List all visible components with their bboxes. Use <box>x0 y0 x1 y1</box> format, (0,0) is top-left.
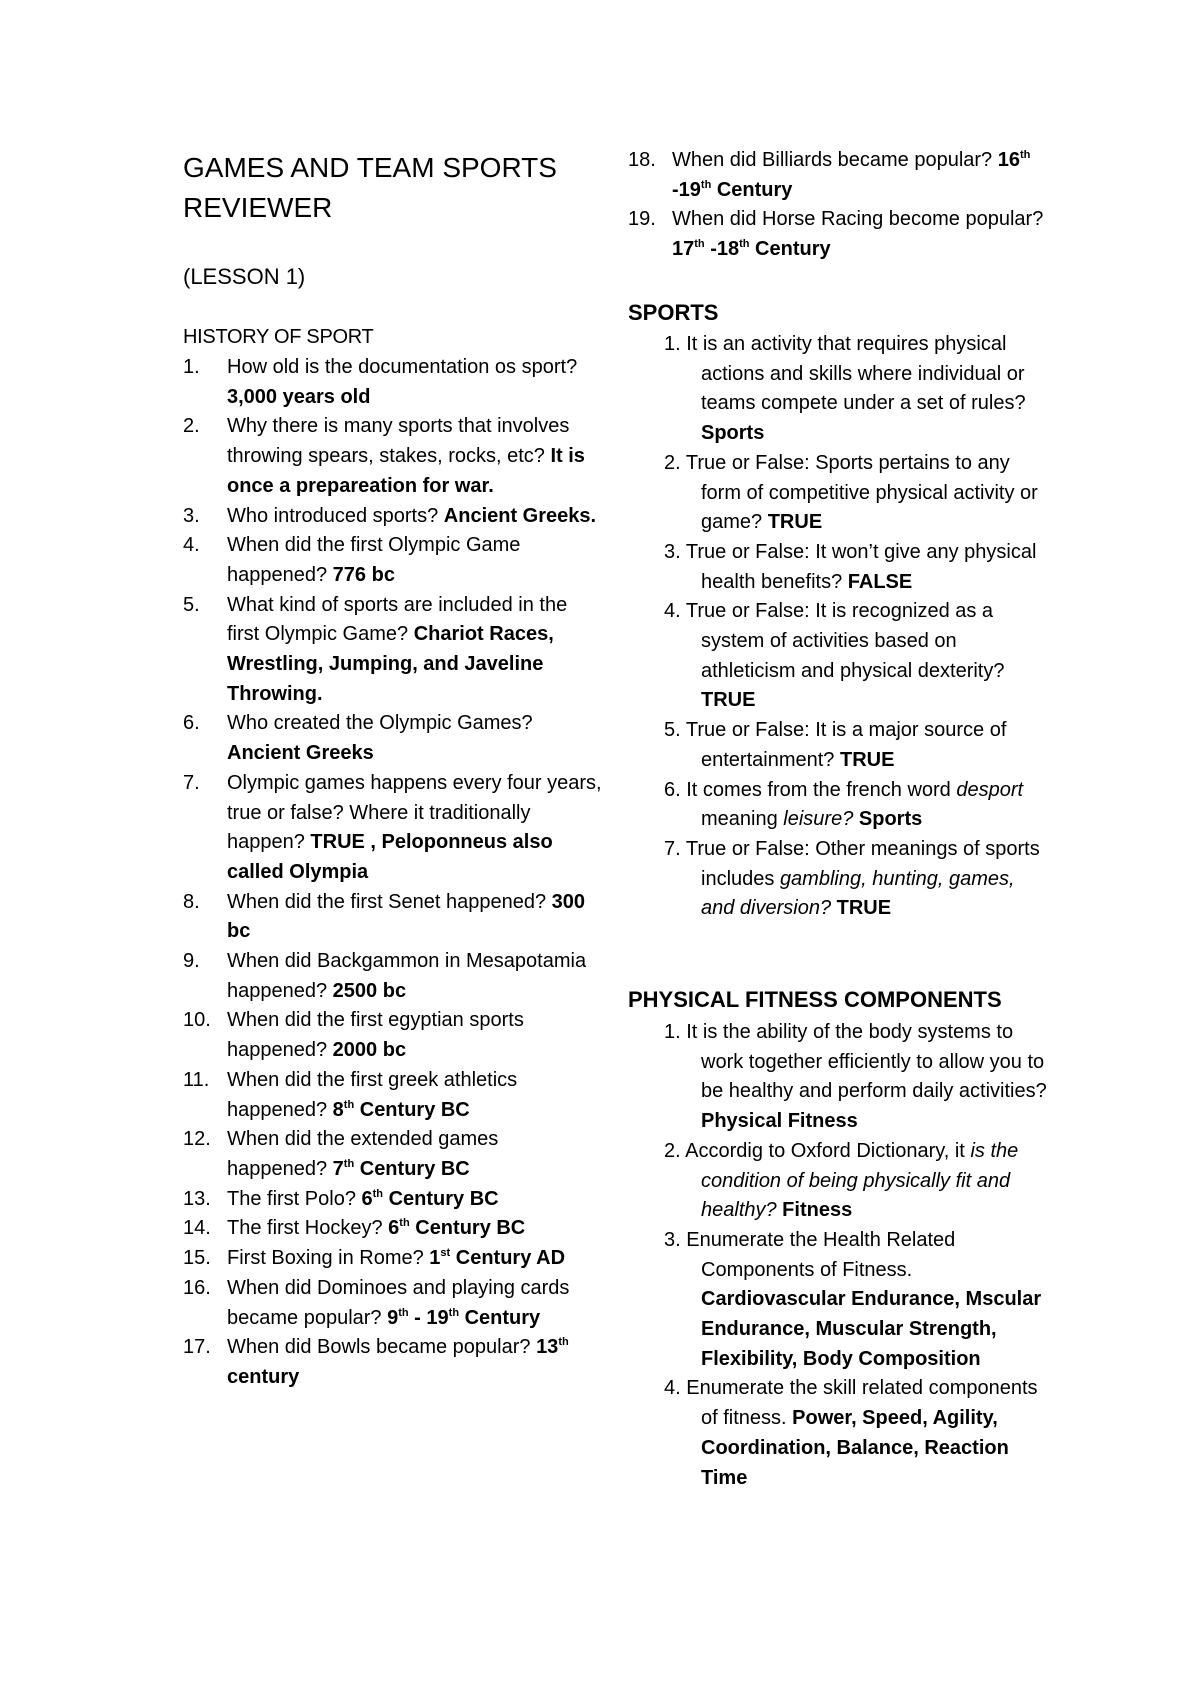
list-item <box>628 146 1048 205</box>
list-item <box>183 1006 603 1065</box>
list-item <box>183 709 603 768</box>
answer-part: 300 bc <box>227 890 586 943</box>
answer-text <box>701 1288 1041 1369</box>
item-text <box>686 1229 1041 1370</box>
question-text: True or False: It is recognized as a system of activities based on athleticism and physical dexterity? <box>685 600 1005 682</box>
sports-heading: SPORTS <box>628 300 719 325</box>
answer-part: - 19 <box>408 1306 449 1329</box>
answer-text <box>388 1217 525 1239</box>
item-number: 3. <box>664 540 681 563</box>
answer-part: 1 <box>429 1247 441 1270</box>
item-number: 1. <box>664 1021 681 1043</box>
list-item <box>628 716 1048 775</box>
answer-text <box>227 386 370 408</box>
answer-text <box>227 742 374 764</box>
answer-part: Century <box>711 178 793 201</box>
answer-text <box>672 238 831 260</box>
item-text <box>686 600 1005 711</box>
item-number: 12. <box>183 1128 211 1151</box>
list-item <box>183 1274 603 1333</box>
list-item <box>628 1137 1048 1226</box>
item-text <box>227 950 586 1002</box>
answer-part: Ancient Greeks <box>227 742 374 765</box>
item-text <box>227 712 533 764</box>
answer-part: Physical Fitness <box>701 1110 858 1133</box>
item-number: 1. <box>183 356 200 378</box>
question-text: Who created the Olympic Games? <box>227 712 533 735</box>
list-item <box>183 591 603 710</box>
answer-part: Cardiovascular Endurance, Mscular Endurance, Muscular Strength, Flexibility, Body Composition <box>701 1288 1042 1370</box>
question-text: Accordig to Oxford Dictionary, it <box>685 1139 971 1162</box>
item-number: 3. <box>664 1228 681 1251</box>
question-text: True or False: It won’t give any physical health benefits? <box>685 540 1037 593</box>
item-text <box>227 415 585 496</box>
item-text <box>227 1277 569 1329</box>
answer-part: 6 <box>361 1187 373 1210</box>
item-text <box>686 1377 1037 1488</box>
answer-part: century <box>227 1365 300 1388</box>
list-item <box>183 1244 603 1274</box>
answer-part: Fitness <box>776 1199 853 1222</box>
list-item <box>183 412 603 501</box>
item-number: 11. <box>183 1068 210 1091</box>
answer-part: 16 <box>997 149 1020 171</box>
question-text: Enumerate the Health Related Components of Fitness. <box>686 1228 956 1281</box>
fitness-question-list <box>628 1018 1048 1493</box>
answer-part: 2000 bc <box>332 1039 407 1062</box>
answer-part: Century BC <box>354 1157 470 1180</box>
answer-text <box>768 511 822 533</box>
list-item <box>628 597 1048 716</box>
item-number: 4. <box>183 534 200 557</box>
list-item <box>628 1018 1048 1137</box>
answer-part: Century BC <box>383 1187 499 1210</box>
question-text: Who introduced sports? <box>227 504 444 527</box>
answer-part: TRUE <box>701 689 756 712</box>
question-italic-text: leisure? <box>783 808 854 831</box>
question-text: It is the ability of the body systems to work together efficiently to allow you to be healthy and perform daily activities? <box>686 1021 1047 1103</box>
answer-superscript: th <box>399 1217 410 1230</box>
item-number: 16. <box>183 1276 211 1299</box>
list-item <box>183 1185 603 1215</box>
question-text: True or False: Sports pertains to any form of competitive physical activity or game? <box>685 451 1038 534</box>
question-text: When did the first Senet happened? <box>227 890 552 913</box>
item-number: 3. <box>183 504 200 527</box>
history-question-list-continued <box>628 146 1048 265</box>
item-text <box>227 1217 525 1239</box>
list-item <box>183 888 603 947</box>
answer-superscript: th <box>1019 149 1031 161</box>
answer-part: Century BC <box>409 1217 526 1240</box>
answer-part: 3,000 years old <box>227 385 371 408</box>
question-text: Olympic games happens every four years, true or false? Where it traditionally happen? <box>227 771 602 854</box>
answer-text <box>701 689 755 711</box>
answer-text <box>333 1099 470 1121</box>
physical-fitness-heading: PHYSICAL FITNESS COMPONENTS <box>628 987 1002 1012</box>
answer-part: TRUE , Peloponneus also called Olympia <box>227 831 553 883</box>
item-text <box>227 1069 517 1121</box>
answer-superscript: th <box>343 1157 355 1170</box>
item-number: 2. <box>183 415 200 438</box>
answer-superscript: th <box>343 1098 355 1111</box>
lesson-label: (LESSON 1) <box>183 264 306 289</box>
question-text: What kind of sports are included in the first Olympic Game? <box>227 593 568 646</box>
answer-part: 776 bc <box>332 563 395 586</box>
answer-part: TRUE <box>831 897 892 920</box>
answer-superscript: th <box>558 1336 569 1349</box>
history-of-sport-heading: HISTORY OF SPORT <box>183 326 374 348</box>
question-text: When did Backgammon in Mesapotamia happened? <box>227 950 587 1002</box>
answer-part: 13 <box>536 1336 559 1359</box>
list-item <box>628 1374 1048 1493</box>
answer-part: FALSE <box>847 570 913 593</box>
document-title: GAMES AND TEAM SPORTS REVIEWER <box>183 152 557 223</box>
item-text <box>227 772 602 883</box>
answer-part: Ancient Greeks. <box>443 504 597 527</box>
item-text <box>672 208 1043 260</box>
list-item <box>183 1333 603 1392</box>
question-text: The first Polo? <box>227 1187 362 1210</box>
list-item <box>628 449 1048 538</box>
item-number: 7. <box>664 837 681 860</box>
question-text: First Boxing in Rome? <box>227 1247 430 1270</box>
answer-part: TRUE <box>839 748 895 771</box>
item-text <box>686 779 1023 831</box>
answer-part: 8 <box>332 1098 344 1121</box>
answer-part: Century BC <box>354 1098 470 1121</box>
answer-superscript: th <box>700 178 712 191</box>
answer-part: 2500 bc <box>332 979 407 1002</box>
answer-part: 17 <box>672 238 695 261</box>
answer-part: Century <box>749 238 831 261</box>
item-text <box>672 149 1030 201</box>
list-item <box>628 330 1048 449</box>
item-text <box>227 505 596 527</box>
item-number: 7. <box>183 771 200 794</box>
list-item <box>183 531 603 590</box>
item-text <box>686 1021 1047 1132</box>
answer-superscript: th <box>694 238 705 251</box>
item-text <box>227 1128 498 1180</box>
question-text: When did the extended games happened? <box>227 1128 499 1180</box>
list-item <box>183 769 603 888</box>
question-italic-text: desport <box>956 778 1024 801</box>
answer-superscript: th <box>448 1306 460 1319</box>
sports-question-list <box>628 330 1048 924</box>
item-number: 5. <box>664 719 681 742</box>
item-number: 9. <box>183 950 200 973</box>
answer-text <box>333 1039 406 1061</box>
item-text <box>685 1140 1018 1221</box>
question-text: When did the first greek athletics happened? <box>227 1068 518 1121</box>
answer-part: Century AD <box>450 1247 566 1270</box>
item-number: 4. <box>664 1377 681 1400</box>
answer-part: -18 <box>704 238 740 261</box>
item-text <box>686 838 1040 919</box>
item-number: 1. <box>664 333 681 355</box>
answer-text <box>853 808 922 830</box>
answer-part: TRUE <box>767 511 823 534</box>
answer-part: Sports <box>853 808 923 831</box>
item-text <box>227 1336 569 1388</box>
question-italic-text: is the condition of being physically fit and healthy? <box>701 1139 1019 1222</box>
item-number: 6. <box>183 712 200 735</box>
question-italic-text: gambling, hunting, games, and diversion? <box>701 867 1015 920</box>
answer-text <box>831 897 891 919</box>
item-text <box>227 534 520 586</box>
question-text: When did the first Olympic Game happened? <box>227 534 521 586</box>
list-item <box>628 776 1048 835</box>
list-item <box>183 1066 603 1125</box>
item-number: 5. <box>183 593 200 616</box>
answer-text <box>777 1199 853 1221</box>
item-text <box>227 1188 499 1210</box>
answer-text <box>333 1158 470 1180</box>
item-number: 17. <box>183 1336 211 1359</box>
question-text: When did Billiards became popular? <box>672 149 998 171</box>
answer-text <box>333 980 406 1002</box>
item-number: 2. <box>664 451 681 474</box>
answer-part: Sports <box>701 422 765 445</box>
item-number: 6. <box>664 778 681 801</box>
answer-part: Chariot Races, Wrestling, Jumping, and Javeline Throwing. <box>227 623 554 705</box>
answer-part: 9 <box>387 1306 399 1329</box>
answer-text <box>848 571 912 593</box>
item-text <box>227 891 585 943</box>
item-text <box>686 719 1006 771</box>
answer-superscript: th <box>398 1306 409 1319</box>
item-number: 19. <box>628 208 656 231</box>
question-text: How old is the documentation os sport? <box>227 356 578 378</box>
answer-text <box>387 1307 540 1329</box>
item-number: 2. <box>664 1139 681 1162</box>
list-item <box>183 1125 603 1184</box>
item-number: 15. <box>183 1247 211 1270</box>
question-text: When did the first egyptian sports happened? <box>227 1009 524 1062</box>
question-text: Enumerate the skill related components of fitness. <box>686 1377 1038 1430</box>
answer-part: Century <box>459 1306 541 1329</box>
question-text: When did Bowls became popular? <box>227 1336 537 1359</box>
answer-text <box>444 505 596 527</box>
question-text: Why there is many sports that involves throwing spears, stakes, rocks, etc? <box>227 415 570 468</box>
answer-superscript: th <box>372 1187 384 1200</box>
item-number: 4. <box>664 600 681 623</box>
answer-text <box>362 1188 499 1210</box>
list-item <box>628 1226 1048 1375</box>
list-item <box>183 1214 603 1244</box>
item-number: 10. <box>183 1009 211 1032</box>
list-item <box>628 205 1048 264</box>
answer-superscript: st <box>440 1247 451 1260</box>
question-text: When did Horse Racing become popular? <box>672 208 1044 231</box>
item-text <box>227 1009 524 1061</box>
item-number: 18. <box>628 149 656 171</box>
item-text <box>227 594 567 705</box>
answer-part: Power, Speed, Agility, Coordination, Balance, Reaction Time <box>701 1407 1009 1489</box>
list-item <box>183 947 603 1006</box>
answer-part: It is once a prepareation for war. <box>227 445 585 497</box>
list-item <box>628 538 1048 597</box>
answer-part: 6 <box>388 1217 400 1240</box>
answer-text <box>701 422 764 444</box>
answer-text <box>701 1110 858 1132</box>
answer-text <box>429 1247 565 1269</box>
answer-superscript: th <box>739 238 750 251</box>
list-item <box>628 835 1048 924</box>
item-text <box>227 1247 565 1269</box>
item-text <box>227 356 577 408</box>
question-text: When did Dominoes and playing cards became popular? <box>227 1276 570 1329</box>
question-text: It is an activity that requires physical actions and skills where individual or teams compete under a set of rules? <box>686 333 1026 415</box>
answer-text <box>333 564 395 586</box>
answer-text <box>840 749 894 771</box>
item-number: 14. <box>183 1217 211 1240</box>
answer-part: 7 <box>332 1157 344 1180</box>
list-item <box>183 353 603 412</box>
item-text <box>686 452 1038 533</box>
question-text: The first Hockey? <box>227 1217 389 1240</box>
item-text <box>686 541 1037 593</box>
answer-part: -19 <box>672 178 701 201</box>
history-question-list <box>183 353 603 1393</box>
question-text: True or False: Other meanings of sports includes <box>685 837 1040 890</box>
question-text: It comes from the french word <box>686 778 957 801</box>
question-text: True or False: It is a major source of entertainment? <box>685 719 1007 771</box>
question-text: meaning <box>701 808 784 831</box>
item-number: 13. <box>183 1187 211 1210</box>
item-text <box>686 333 1025 444</box>
item-number: 8. <box>183 890 200 913</box>
list-item <box>183 502 603 532</box>
